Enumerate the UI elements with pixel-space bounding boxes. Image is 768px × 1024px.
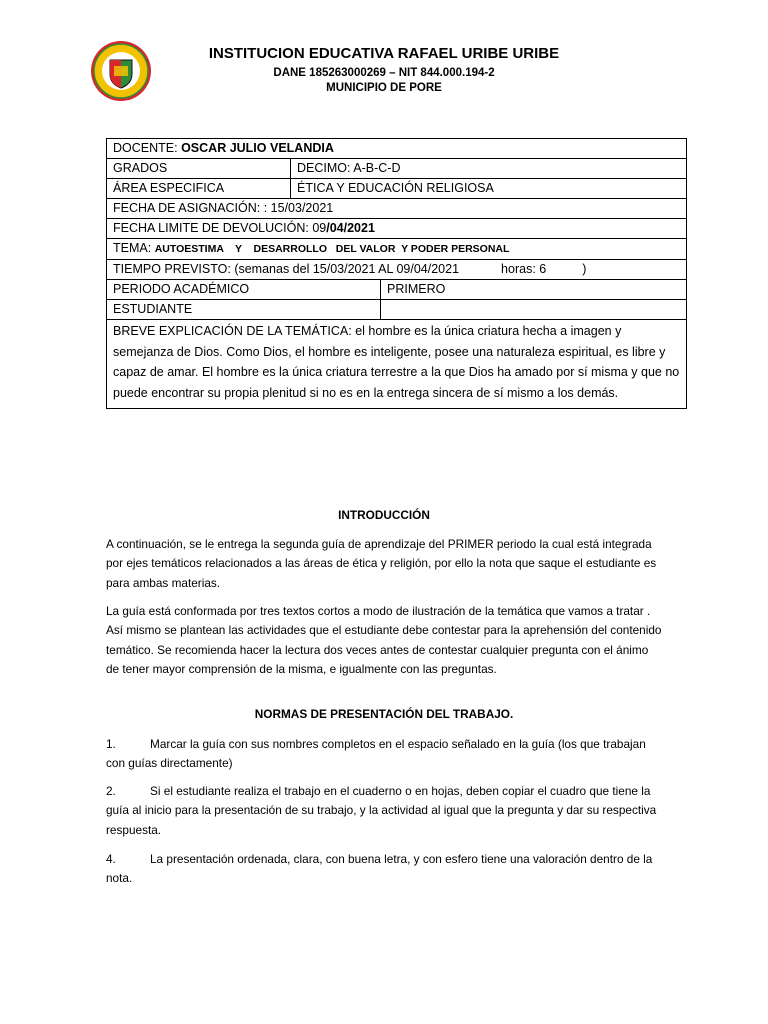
fecha-asignacion-row xyxy=(107,199,687,219)
norma-item xyxy=(106,782,662,840)
periodo-row xyxy=(107,280,687,300)
docente-label: DOCENTE: xyxy=(113,141,178,155)
horas: horas: 6 xyxy=(501,262,547,276)
norma-number: 4. xyxy=(106,852,116,866)
fecha-asignacion: FECHA DE ASIGNACIÓN: : 15/03/2021 xyxy=(107,199,687,219)
info-table xyxy=(106,138,687,409)
estudiante-row xyxy=(107,300,687,320)
fecha-devolucion-label: FECHA LIMITE DE DEVOLUCIÓN: 09 xyxy=(113,221,327,235)
horas-close: ) xyxy=(582,262,587,276)
tema-row xyxy=(107,239,687,260)
grados-row xyxy=(107,159,687,179)
norma-item xyxy=(106,850,662,889)
normas-title: NORMAS DE PRESENTACIÓN DEL TRABAJO. xyxy=(254,707,514,721)
estudiante-field[interactable] xyxy=(381,300,687,320)
norma-text: Marcar la guía con sus nombres completos en el espacio señalado en la guía (los que trabajan con guías directamente) xyxy=(106,737,646,771)
municipality: MUNICIPIO DE PORE xyxy=(326,82,442,94)
norma-text: Si el estudiante realiza el trabajo en el cuaderno o en hojas, deben copiar el cuadro que tiene la guía al inicio para la presentación de su trabajo, y la actividad al igual que la pregunta y dar su respectiva respuesta. xyxy=(106,784,657,837)
docente-row xyxy=(107,139,687,159)
tiempo-row xyxy=(107,260,687,280)
intro-title: INTRODUCCIÓN xyxy=(338,508,430,522)
tema-value: AUTOESTIMA Y DESARROLLO DEL VALOR Y PODER PERSONAL xyxy=(154,243,510,255)
tema-label: TEMA: xyxy=(113,241,152,255)
grados-label: GRADOS xyxy=(107,159,291,179)
area-label: ÁREA ESPECIFICA xyxy=(107,179,291,199)
norma-text: La presentación ordenada, clara, con buena letra, y con esfero tiene una valoración dentro de la nota. xyxy=(106,852,653,886)
fecha-devolucion-value: /04/2021 xyxy=(326,221,375,235)
tiempo-previsto: TIEMPO PREVISTO: (semanas del 15/03/2021 AL 09/04/2021 xyxy=(113,262,460,276)
intro-paragraph-2: La guía está conformada por tres textos cortos a modo de ilustración de la temática que vamos a tratar . Así mismo se plantean las actividades que el estudiante debe contestar para la aprehensión del contenido temático. Se recomienda hacer la lectura dos veces antes de contestar cualquier pregunta con el ánimo de tener mayor comprensión de la misma, e igualmente con las preguntas. xyxy=(106,604,662,677)
fecha-devolucion-row xyxy=(107,219,687,239)
intro-paragraph-1: A continuación, se le entrega la segunda guía de aprendizaje del PRIMER periodo la cual está integrada por ejes temáticos relacionados a las áreas de ética y religión, por ello la nota que saque el estudiante es para ambas materias. xyxy=(106,537,657,590)
institution-title: INSTITUCION EDUCATIVA RAFAEL URIBE URIBE xyxy=(208,45,560,62)
dane-nit: DANE 185263000269 – NIT 844.000.194-2 xyxy=(273,67,495,79)
explicacion-row xyxy=(107,320,687,409)
area-value: ÉTICA Y EDUCACIÓN RELIGIOSA xyxy=(291,179,687,199)
school-logo-icon xyxy=(90,40,152,102)
periodo-label: PERIODO ACADÉMICO xyxy=(107,280,381,300)
norma-number: 1. xyxy=(106,737,116,751)
estudiante-label: ESTUDIANTE xyxy=(107,300,381,320)
norma-number: 2. xyxy=(106,784,116,798)
area-row xyxy=(107,179,687,199)
periodo-value: PRIMERO xyxy=(381,280,687,300)
grados-value: DECIMO: A-B-C-D xyxy=(291,159,687,179)
docente-value: OSCAR JULIO VELANDIA xyxy=(181,141,334,155)
explicacion: BREVE EXPLICACIÓN DE LA TEMÁTICA: el hombre es la única criatura hecha a imagen y semejanza de Dios. Como Dios, el hombre es inteligente, posee una naturaleza espiritual, es libre y capaz de amar. El hombre es la única criatura terrestre a la que Dios ha amado por sí misma y que no puede encontrar su propia plenitud si no es en la entrega sincera de sí mismo a los demás. xyxy=(107,320,687,409)
norma-item xyxy=(106,735,662,774)
